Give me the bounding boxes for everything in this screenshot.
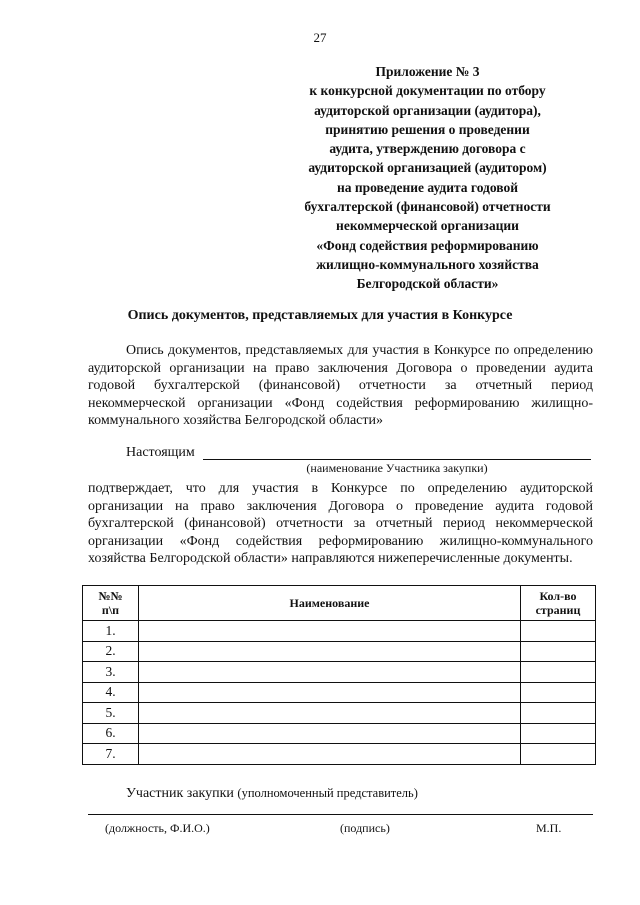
signature-line[interactable] [88, 814, 593, 815]
appendix-line: на проведение аудита годовой [336, 179, 519, 195]
appendix-line: аудиторской организацией (аудитором) [308, 160, 547, 176]
participant-line [126, 786, 418, 802]
appendix-header [290, 62, 565, 294]
table-row [83, 682, 596, 703]
row-number: 2. [83, 641, 139, 662]
page-count-cell[interactable] [521, 641, 596, 662]
table-row [83, 641, 596, 662]
header-name: Наименование [139, 586, 521, 621]
appendix-line: некоммерческой организации [336, 218, 519, 234]
header-number [83, 586, 139, 621]
confirm-paragraph: подтверждает, что для участия в Конкурсе по определению аудиторской организации на право заключения Договора о проведение аудита годовой бухгалтерской (финансовой) отчетности за отчетный период некоммерческой организации «Фонд содействия реформированию жилищно-коммунального хозяйства Белгородской области» направляются нижеперечисленные документы. [88, 481, 593, 566]
document-name-cell[interactable] [139, 682, 521, 703]
table-row [83, 703, 596, 724]
page-count-cell[interactable] [521, 682, 596, 703]
page-count-cell[interactable] [521, 723, 596, 744]
participant-note: (уполномоченный представитель) [237, 786, 418, 800]
participant-label: Участник закупки [126, 786, 234, 801]
document-name-cell[interactable] [139, 744, 521, 765]
document-name-cell[interactable] [139, 662, 521, 683]
appendix-line: Приложение № 3 [375, 64, 480, 79]
table-row [83, 621, 596, 642]
header-number-line1: №№ [98, 589, 123, 603]
table-row [83, 723, 596, 744]
appendix-line: Белгородской области» [356, 276, 499, 292]
participant-name-field[interactable] [203, 459, 591, 460]
appendix-line: к конкурсной документации по отбору [309, 83, 546, 99]
appendix-line: аудита, утверждению договора с [329, 141, 526, 157]
page-count-cell[interactable] [521, 621, 596, 642]
header-pages [521, 586, 596, 621]
table-header-row [83, 586, 596, 621]
header-pages-line2: страниц [535, 603, 581, 617]
table-row [83, 662, 596, 683]
documents-table [82, 585, 596, 765]
appendix-line: бухгалтерской (финансовой) отчетности [304, 199, 551, 215]
row-number: 5. [83, 703, 139, 724]
document-name-cell[interactable] [139, 703, 521, 724]
intro-paragraph: Опись документов, представляемых для участия в Конкурсе по определению аудиторской организации на право заключения Договора о проведении аудита годовой бухгалтерской (финансовой) отчетности за отчетный период некоммерческой организации «Фонд содействия реформированию жилищно-коммунального хозяйства Белгородской области» [88, 343, 593, 428]
page-number: 27 [313, 30, 327, 45]
table-row [83, 744, 596, 765]
document-name-cell[interactable] [139, 723, 521, 744]
appendix-line: аудиторской организации (аудитора), [314, 102, 541, 118]
appendix-line: жилищно-коммунального хозяйства [316, 256, 539, 272]
page-count-cell[interactable] [521, 744, 596, 765]
row-number: 6. [83, 723, 139, 744]
stamp-place-caption: М.П. [536, 821, 562, 835]
document-name-cell[interactable] [139, 641, 521, 662]
participant-name-caption: (наименование Участника закупки) [306, 461, 488, 475]
row-number: 3. [83, 662, 139, 683]
presently-label: Настоящим [126, 445, 195, 460]
row-number: 7. [83, 744, 139, 765]
signature-sign-caption: (подпись) [340, 821, 390, 835]
page-count-cell[interactable] [521, 703, 596, 724]
header-pages-line1: Кол-во [539, 589, 577, 603]
document-title: Опись документов, представляемых для участия в Конкурсе [127, 308, 513, 323]
document-name-cell[interactable] [139, 621, 521, 642]
row-number: 1. [83, 621, 139, 642]
appendix-line: принятию решения о проведении [325, 121, 530, 137]
signature-position-caption: (должность, Ф.И.О.) [105, 821, 210, 835]
appendix-line: «Фонд содействия реформированию [316, 237, 539, 253]
row-number: 4. [83, 682, 139, 703]
header-number-line2: п\п [101, 603, 120, 617]
page-count-cell[interactable] [521, 662, 596, 683]
